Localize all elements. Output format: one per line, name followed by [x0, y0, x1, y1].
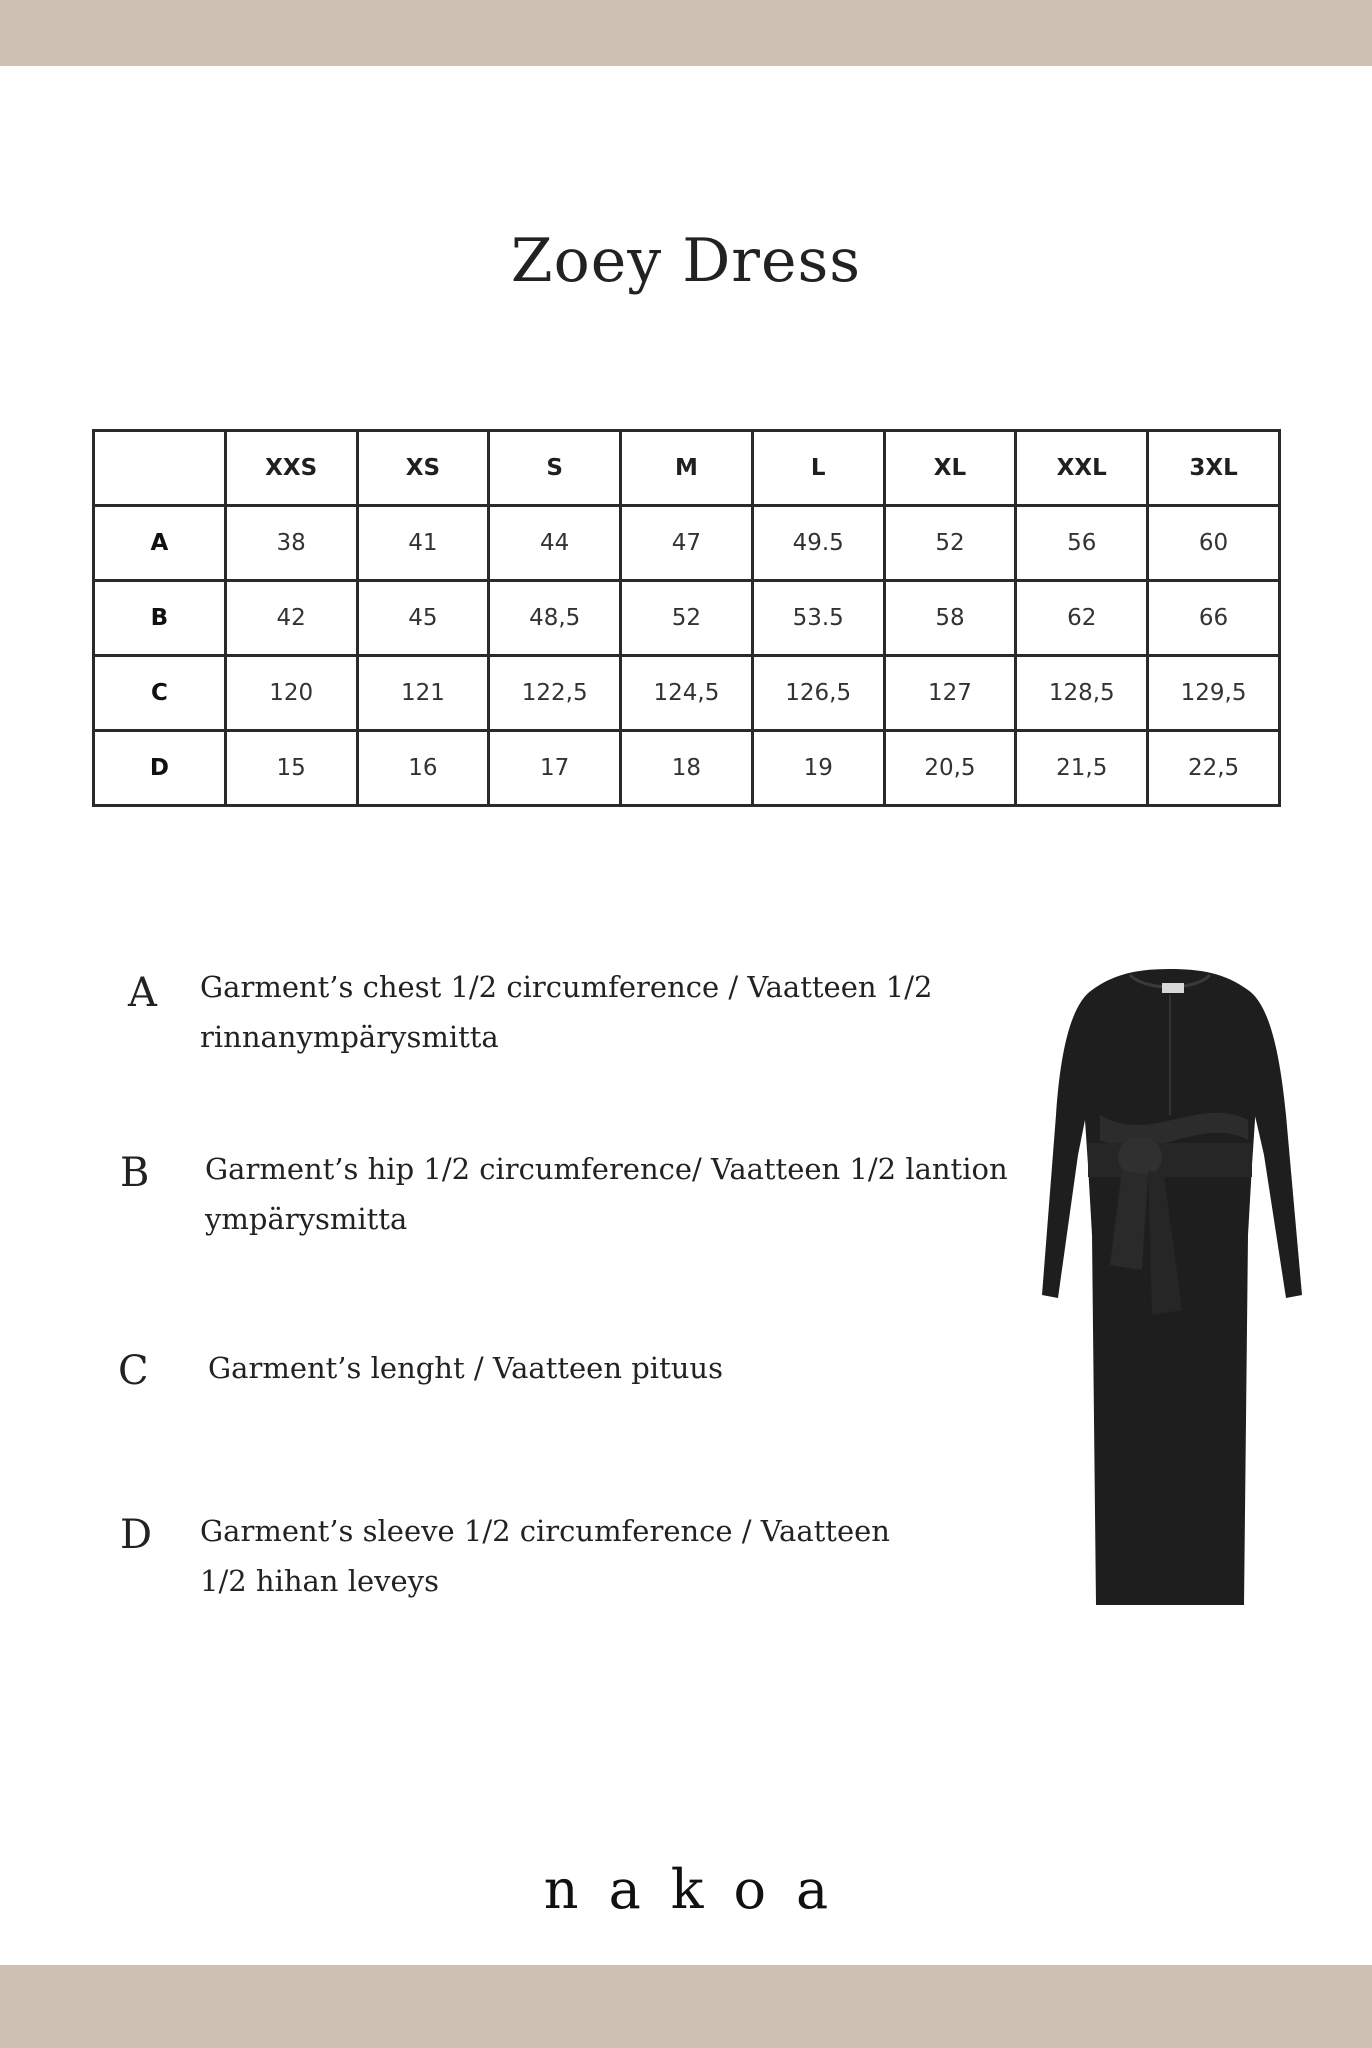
table-cell: 17 — [489, 731, 621, 806]
table-header-cell: 3XL — [1148, 431, 1280, 506]
legend-line: 1/2 hihan leveys — [200, 1564, 439, 1598]
brand-logo: nakoa — [543, 1858, 859, 1921]
table-header-row — [94, 431, 1280, 506]
table-cell: 129,5 — [1148, 656, 1280, 731]
table-cell: 127 — [884, 656, 1016, 731]
row-label: A — [94, 506, 226, 581]
legend-line: rinnanympärysmitta — [200, 1020, 499, 1054]
legend-line: ympärysmitta — [205, 1202, 408, 1236]
table-cell: 53.5 — [752, 581, 884, 656]
legend-line: Garment’s lenght / Vaatteen pituus — [208, 1351, 723, 1385]
table-cell: 18 — [621, 731, 753, 806]
legend-text-a — [200, 962, 932, 1062]
table-cell: 56 — [1016, 506, 1148, 581]
table-row — [94, 581, 1280, 656]
row-label: C — [94, 656, 226, 731]
legend-text-d — [200, 1506, 890, 1606]
dress-label — [1162, 983, 1184, 993]
table-cell: 126,5 — [752, 656, 884, 731]
legend-key-d: D — [120, 1512, 153, 1558]
legend-text-b — [205, 1144, 1008, 1244]
dress-belt — [1088, 1143, 1252, 1177]
table-cell: 44 — [489, 506, 621, 581]
legend-line: Garment’s chest 1/2 circumference / Vaatteen 1/2 — [200, 970, 933, 1004]
table-cell: 45 — [357, 581, 489, 656]
table-header-cell: L — [752, 431, 884, 506]
dress-right-sleeve — [1248, 990, 1302, 1298]
top-band — [0, 0, 1372, 66]
table-cell: 19 — [752, 731, 884, 806]
table-header-cell: XS — [357, 431, 489, 506]
legend-key-a: A — [128, 970, 157, 1016]
table-cell: 62 — [1016, 581, 1148, 656]
table-cell: 42 — [225, 581, 357, 656]
table-header-cell — [94, 431, 226, 506]
legend-line: Garment’s sleeve 1/2 circumference / Vaatteen — [200, 1514, 890, 1548]
table-header-cell: M — [621, 431, 753, 506]
dress-left-sleeve — [1042, 990, 1092, 1298]
legend-text-c — [208, 1343, 723, 1393]
table-cell: 52 — [884, 506, 1016, 581]
table-header-cell: S — [489, 431, 621, 506]
table-cell: 66 — [1148, 581, 1280, 656]
table-cell: 47 — [621, 506, 753, 581]
table-cell: 52 — [621, 581, 753, 656]
row-label: D — [94, 731, 226, 806]
table-cell: 58 — [884, 581, 1016, 656]
table-header-cell: XL — [884, 431, 1016, 506]
table-row — [94, 731, 1280, 806]
row-label: B — [94, 581, 226, 656]
table-cell: 20,5 — [884, 731, 1016, 806]
bottom-band — [0, 1965, 1372, 2048]
table-cell: 120 — [225, 656, 357, 731]
table-cell: 41 — [357, 506, 489, 581]
table-cell: 60 — [1148, 506, 1280, 581]
legend-line: Garment’s hip 1/2 circumference/ Vaatteen 1/2 lantion — [205, 1152, 1008, 1186]
table-cell: 128,5 — [1016, 656, 1148, 731]
table-cell: 22,5 — [1148, 731, 1280, 806]
table-cell: 49.5 — [752, 506, 884, 581]
table-cell: 15 — [225, 731, 357, 806]
table-row — [94, 506, 1280, 581]
table-cell: 121 — [357, 656, 489, 731]
table-cell: 38 — [225, 506, 357, 581]
table-row — [94, 656, 1280, 731]
table-header-cell: XXL — [1016, 431, 1148, 506]
table-cell: 21,5 — [1016, 731, 1148, 806]
table-cell: 124,5 — [621, 656, 753, 731]
legend-key-c: C — [118, 1348, 149, 1394]
table-header-cell: XXS — [225, 431, 357, 506]
dress-image — [1030, 965, 1310, 1605]
table-cell: 48,5 — [489, 581, 621, 656]
page-title: Zoey Dress — [510, 226, 862, 297]
table-cell: 122,5 — [489, 656, 621, 731]
legend-key-b: B — [120, 1150, 150, 1196]
size-chart-table — [92, 429, 1281, 807]
table-cell: 16 — [357, 731, 489, 806]
